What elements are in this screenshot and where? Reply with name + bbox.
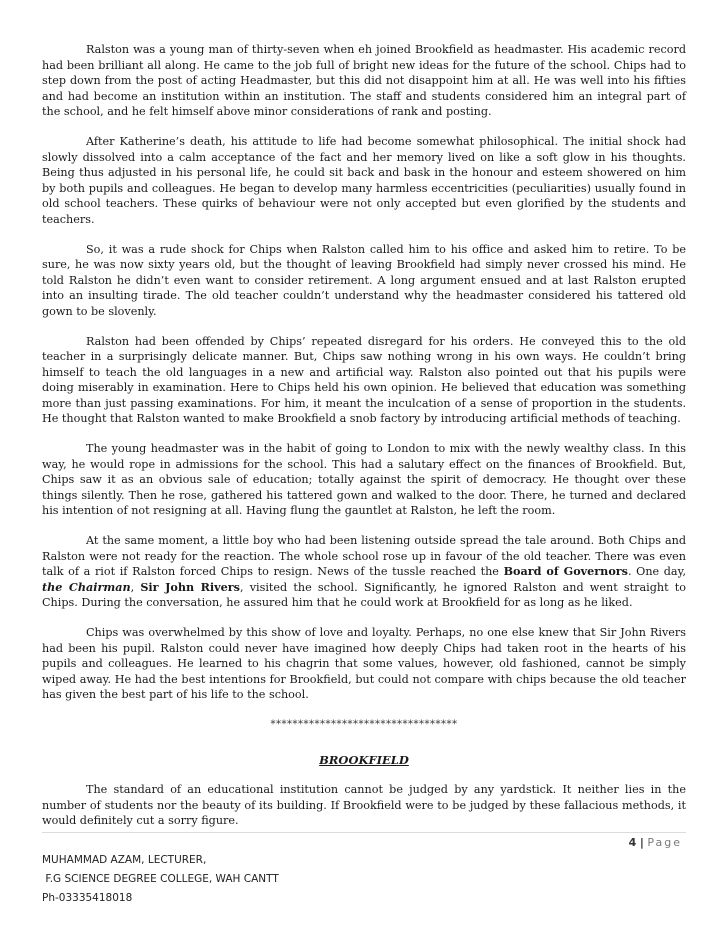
footer-phone: Ph-03335418018 [42, 892, 133, 904]
paragraph-retirement-request: So, it was a rude shock for Chips when Ralston called him to his office and asked him to retire. To be sure, he was now sixty years old, but the thought of leaving Brookfield had simply never crossed his mind. He told Ralston he didn’t even want to consider retirement. A long argument ensued and at last Ralston erupted into an insulting tirade. The old teacher couldn’t understand why the headmaster considered his tattered old gown to be slovenly. [42, 242, 686, 318]
footer-college: F.G SCIENCE DEGREE COLLEGE, WAH CANTT [42, 873, 279, 885]
page-body [42, 42, 686, 843]
paragraph-london-admissions: The young headmaster was in the habit of going to London to mix with the newly wealthy class. In this way, he would rope in admissions for the school. This had a salutary effect on the finances of Brookfield. But, Chips saw it as an obvious sale of education; totally against the spirit of democracy. He thought over these things silently. Then he rose, gathered his tattered gown and walked to the door. There, he turned and declared his intention of not resigning at all. Having flung the gauntlet at Ralston, he left the room. [42, 442, 686, 518]
page-number-separator: | [639, 836, 644, 849]
text-run: At the same moment, a little boy who had been listening outside spread the tale around. Both Chips and Ralston were not ready for the reaction. The whole school rose up in favour of the old teacher. There was even talk of a riot if Ralston forced Chips to resign. News of the tussle reached the [42, 534, 686, 579]
page-footer [42, 851, 279, 908]
sir-john-rivers: Sir John Rivers [140, 579, 240, 594]
paragraph-love-loyalty: Chips was overwhelmed by this show of love and loyalty. Perhaps, no one else knew that Sir John Rivers had been his pupil. Ralston could never have imagined how deeply Chips had taken root in the hearts of his pupils and colleagues. He learned to his chagrin that some values, however, old fashioned, cannot be simply wiped away. He had the best intentions for Brookfield, but could not compare with chips because the old teacher has given the best part of his life to the school. [42, 626, 686, 702]
paragraph-disregard-orders: Ralston had been offended by Chips’ repeated disregard for his orders. He conveyed this to the old teacher in a surprisingly delicate manner. But, Chips saw nothing wrong in his own ways. He couldn’t bring himself to teach the old languages in a new and artificial way. Ralston also pointed out that his pupils were doing miserably in examination. Here to Chips held his own opinion. He believed that education was something more than just passing examinations. For him, it meant the inculcation of a sense of proportion in the students. He thought that Ralston wanted to make Brookfield a snob factory by introducing artificial methods of teaching. [42, 334, 686, 426]
section-heading: BROOKFIELD [319, 752, 409, 767]
page-number-value: 4 [628, 836, 637, 849]
footer-divider [42, 832, 686, 833]
board-of-governors: Board of Governors [503, 564, 628, 579]
page-number-label: Page [647, 836, 682, 849]
paragraph-brookfield-standard: The standard of an educational institution cannot be judged by any yardstick. It neither lies in the number of students nor the beauty of its building. If Brookfield were to be judged by these fallacious methods, it would definitely cut a sorry figure. [42, 783, 686, 828]
paragraph-school-reaction [42, 533, 686, 611]
footer-author: MUHAMMAD AZAM, LECTURER, [42, 854, 207, 866]
text-run: . One day, [627, 565, 686, 579]
separator-stars: ********************************** [270, 718, 458, 730]
text-run: , [130, 580, 141, 594]
the-chairman: the Chairman [42, 579, 131, 594]
page-number [629, 836, 682, 849]
paragraph-katherine-death: After Katherine’s death, his attitude to life had become somewhat philosophical. The initial shock had slowly dissolved into a calm acceptance of the fact and her memory lived on like a soft glow in his thoughts. Being thus adjusted in his personal life, he could sit back and bask in the honour and esteem showered on him by both pupils and colleagues. He began to develop many harmless eccentricities (peculiarities) usually found in old school teachers. These quirks of behaviour were not only accepted but even glorified by the students and teachers. [42, 134, 686, 226]
text-run: , visited the school. Significantly, he ignored Ralston and went straight to Chips. During the conversation, he assured him that he could work at Brookfield for as long as he liked. [42, 580, 686, 610]
paragraph-ralston-intro: Ralston was a young man of thirty-seven when eh joined Brookfield as headmaster. His academic record had been brilliant all along. He came to the job full of bright new ideas for the future of the school. Chips had to step down from the post of acting Headmaster, but this did not disappoint him at all. He was well into his fifties and had become an institution within an institution. The staff and students considered him an integral part of the school, and he felt himself above minor considerations of rank and posting. [42, 43, 686, 119]
